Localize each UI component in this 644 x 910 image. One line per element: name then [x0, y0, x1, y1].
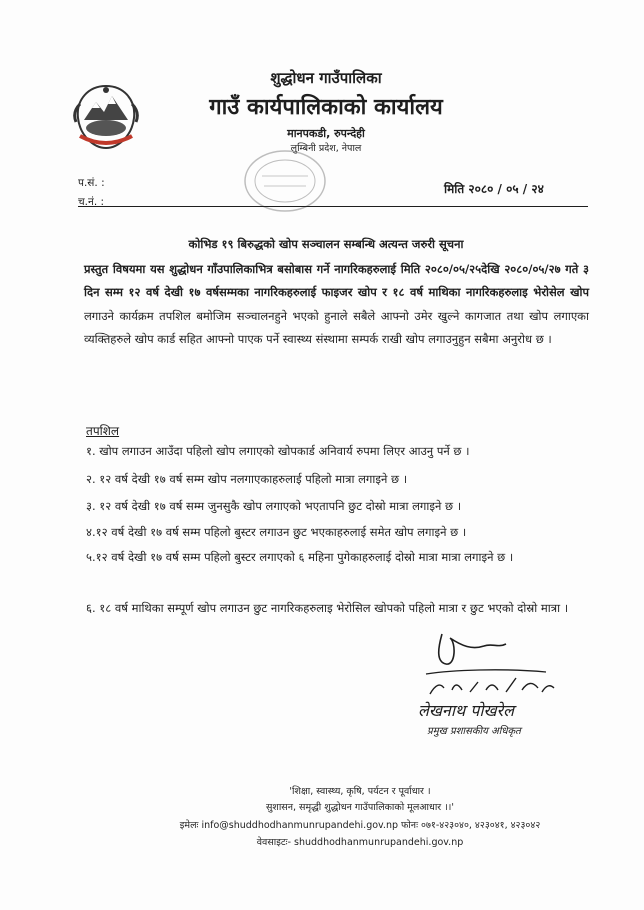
footer-motto-2: सुशासन, समृद्धी शुद्धोधन गाउँपालिकाको मूलआधार ।।': [265, 802, 455, 813]
organization-name: शुद्धोधन गाउँपालिका: [270, 69, 382, 87]
dispatch-number-label: च.नं. :: [78, 196, 105, 208]
address-line-1: मानपकडी, रुपन्देही: [287, 127, 365, 140]
details-heading: तपशिल: [86, 424, 120, 438]
detail-item-5: ५.१२ वर्ष देखी १७ वर्ष सम्म पहिलो बुस्टर लगाएको ६ महिना पुगेकाहरुलाई दोस्रो मात्रा मात्रा लगाइने छ ।: [86, 550, 514, 564]
notice-subject: कोभिड १९ बिरुद्धको खोप सञ्चालन सम्बन्धि अत्यन्त जरुरी सूचना: [188, 237, 464, 251]
office-title: गाउँ कार्यपालिकाको कार्यालय: [209, 95, 443, 120]
handwritten-signature: [412, 628, 562, 700]
reference-number-label: प.सं. :: [78, 177, 105, 189]
letter-date: मिति २०८० / ०५ / २४: [444, 182, 544, 196]
notice-body: [84, 258, 589, 351]
detail-item-4: ४.१२ वर्ष देखी १७ वर्ष सम्म पहिलो बुस्टर लगाउन छुट भएकाहरुलाई समेत खोप लगाइने छ ।: [86, 525, 467, 539]
footer-motto-1: 'शिक्षा, स्वास्थ्य, कृषि, पर्यटन र पूर्वाधार ।: [289, 786, 431, 797]
header-divider: [78, 206, 588, 207]
footer-contact: इमेलः info@shuddhodhanmunrupandehi.gov.np फोनः ०७१-४२३०४०, ४२३०४१, ४२३०४२: [179, 820, 541, 831]
notice-body-bold: प्रस्तुत विषयमा यस शुद्धोधन गाँउपालिकाभित्र बसोबास गर्ने नागरिकहरुलाई मिति २०८०/०५/२५देखि २०८०/०५/२७ गते ३ दिन सम्म १२ वर्ष देखी १७ वर्षसम्मका नागरिकहरुलाई फाइजर खोप र १८ वर्ष माथिका नागरिकहरुलाइ भेरोसेल खोप: [84, 262, 589, 300]
notice-body-rest: लगाउने कार्यक्रम तपशिल बमोजिम सञ्चालनहुने भएको हुनाले सबैले आफ्नो उमेर खुल्ने कागजात तथा खोप लगाएका व्यक्तिहरुले खोप कार्ड सहित आफ्नो पाएक पर्ने स्वास्थ्य संस्थामा सम्पर्क राखी खोप लगाउनुहुन सबैमा अनुरोध छ ।: [84, 308, 589, 346]
address-line-2: लुम्बिनी प्रदेश, नेपाल: [290, 143, 362, 154]
detail-item-1: १. खोप लगाउन आउँदा पहिलो खोप लगाएको खोपकार्ड अनिवार्य रुपमा लिएर आउनु पर्ने छ ।: [86, 444, 470, 458]
detail-item-3: ३. १२ वर्ष देखी १७ वर्ष सम्म जुनसुकै खोप लगाएको भएतापनि छुट दोस्रो मात्रा लगाइने छ ।: [86, 499, 462, 513]
footer-website: वेवसाइटः- shuddhodhanmunrupandehi.gov.np: [256, 837, 464, 848]
detail-item-2: २. १२ वर्ष देखी १७ वर्ष सम्म खोप नलगाएकाहरुलाई पहिलो मात्रा लगाइने छ ।: [86, 472, 408, 486]
signatory-name: लेखनाथ पोखरेल: [418, 701, 514, 720]
detail-item-6: ६. १८ वर्ष माथिका सम्पूर्ण खोप लगाउन छुट नागरिकहरुलाइ भेरोसिल खोपको पहिलो मात्रा र छुट भएको दोस्रो मात्रा ।: [86, 601, 569, 615]
signatory-title: प्रमुख प्रशासकीय अधिकृत: [427, 726, 521, 737]
